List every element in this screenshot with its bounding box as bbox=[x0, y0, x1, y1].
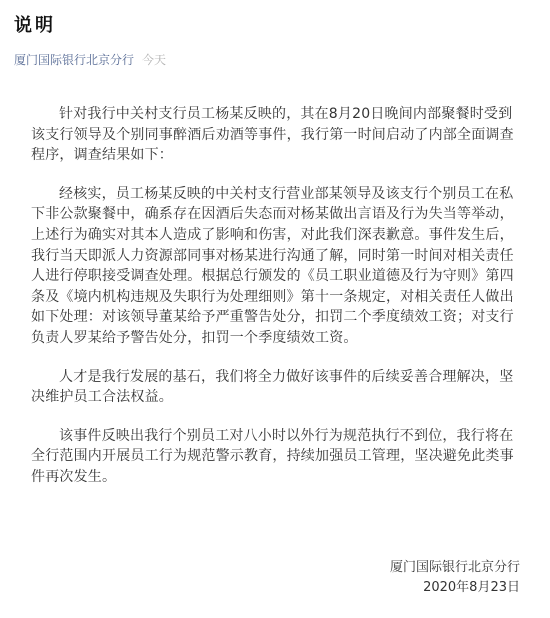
paragraph-3: 人才是我行发展的基石，我们将全力做好该事件的后续妥善合理解决，坚决维护员工合法权益。 bbox=[31, 368, 514, 406]
paragraph-4: 该事件反映出我行个别员工对八小时以外行为规范执行不到位，我行将在全行范围内开展员工行为规范警示教育，持续加强员工管理，坚决避免此类事件再次发生。 bbox=[31, 427, 514, 485]
signature-org: 厦门国际银行北京分行 bbox=[389, 560, 520, 575]
signature-block bbox=[390, 558, 520, 598]
signature-date: 2020年8月23日 bbox=[423, 580, 520, 595]
article-title: 说明 bbox=[14, 15, 56, 36]
article-body bbox=[31, 104, 523, 506]
article-meta bbox=[14, 52, 166, 68]
account-name-link[interactable]: 厦门国际银行北京分行 bbox=[14, 53, 135, 67]
paragraph-2: 经核实，员工杨某反映的中关村支行营业部某领导及该支行个别员工在私下非公款聚餐中，确系存在因酒后失态而对杨某做出言语及行为失当等举动，上述行为确实对其本人造成了影响和伤害，对此我们深表歉意。事件发生后，我行当天即派人力资源部同事对杨某进行沟通了解，同时第一时间对相关责任人进行停职接受调查处理。根据总行颁发的《员工职业道德及行为守则》第四条及《境内机构违规及失职行为处理细则》第十一条规定，对相关责任人做出如下处理：对该领导董某给予严重警告处分，扣罚二个季度绩效工资；对支行负责人罗某给予警告处分，扣罚一个季度绩效工资。 bbox=[31, 185, 514, 346]
paragraph-1: 针对我行中关村支行员工杨某反映的，其在8月20日晚间内部聚餐时受到该支行领导及个别同事醉酒后劝酒等事件，我行第一时间启动了内部全面调查程序，调查结果如下： bbox=[31, 106, 514, 164]
publish-time: 今天 bbox=[142, 53, 167, 67]
